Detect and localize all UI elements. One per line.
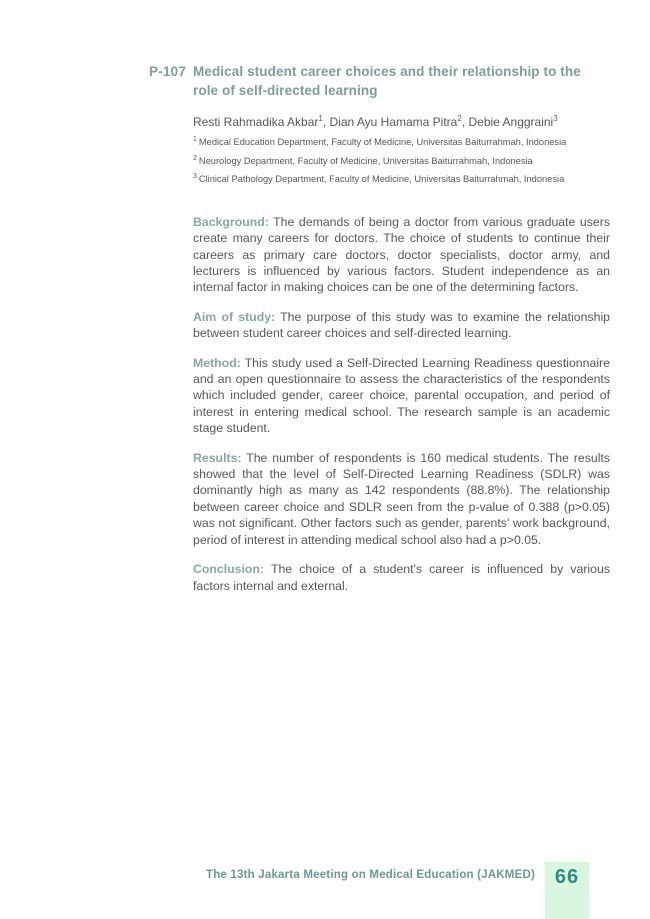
section-background — [193, 214, 610, 296]
affiliation-1 — [193, 132, 610, 151]
section-body: The demands of being a doctor from various graduate users create many careers for doctors. The choice of students to continue their careers as primary care doctors, doctor specialists, doctor army, and lecturers is influenced by various factors. Student independence as an internal factor in making choices can be one of the determining factors. — [193, 214, 611, 295]
affiliation-3 — [193, 169, 610, 188]
footer-conference-title: The 13th Jakarta Meeting on Medical Education (JAKMED) — [205, 869, 535, 881]
author-separator: , — [322, 115, 330, 129]
author-affiliation-marker: 3 — [553, 114, 558, 123]
section-results — [193, 450, 610, 548]
author — [468, 115, 557, 129]
section-label: Method: — [193, 355, 241, 370]
section-body: The number of respondents is 160 medical students. The results showed that the level of Self-Directed Learning Readiness (SDLR) was dominantly high as many as 142 respondents (88.8%). The relationship between career choice and SDLR seen from the p-value of 0.388 (p>0.05) was not significant. Other factors such as gender, parents' work background, period of interest in attending medical school also had a p>0.05. — [193, 450, 610, 547]
abstract-sections — [193, 214, 610, 594]
author-separator: , — [461, 115, 469, 129]
section-body: This study used a Self-Directed Learning Readiness questionnaire and an open questionnaire to assess the characteristics of the respondents which included gender, career choice, parental occupation, and period of interest in entering medical school. The research sample is an academic stage student. — [193, 355, 610, 436]
affiliation-text: Neurology Department, Faculty of Medicine, Universitas Baiturrahmah, Indonesia — [198, 155, 533, 166]
author-name: Dian Ayu Hamama Pitra — [329, 115, 458, 129]
author-name: Resti Rahmadika Akbar — [193, 115, 319, 129]
section-label: Background: — [193, 214, 269, 229]
author-affiliation-marker: 2 — [457, 114, 462, 123]
abstract — [149, 62, 611, 607]
paper-title: Medical student career choices and their relationship to the role of self-directed learning — [193, 64, 581, 98]
author — [193, 115, 330, 129]
page-number: 66 — [554, 866, 580, 888]
authors-line — [193, 114, 610, 129]
paper-id: P-107 — [149, 64, 187, 79]
section-label: Conclusion: — [193, 562, 265, 577]
section-method — [193, 355, 610, 437]
section-body: The purpose of this study was to examine the relationship between student career choices and self-directed learning. — [193, 309, 611, 341]
section-label: Aim of study: — [193, 309, 276, 324]
affiliation-text: Clinical Pathology Department, Faculty of Medicine, Universitas Baiturrahmah, Indonesia — [198, 174, 565, 185]
page-number-box — [545, 862, 589, 919]
affiliation-text: Medical Education Department, Faculty of Medicine, Universitas Baiturrahmah, Indonesia — [198, 137, 567, 148]
affiliation-marker: 1 — [193, 136, 197, 143]
affiliations — [193, 132, 610, 188]
affiliation-2 — [193, 151, 610, 170]
section-conclusion — [193, 561, 610, 594]
section-body: The choice of a student's career is influenced by various factors internal and external. — [193, 562, 610, 593]
author-name: Debie Anggraini — [468, 115, 554, 129]
section-label: Results: — [193, 450, 242, 465]
affiliation-marker: 3 — [193, 173, 197, 181]
author — [330, 115, 469, 129]
affiliation-marker: 2 — [193, 154, 197, 162]
section-aim-of-study — [193, 309, 610, 342]
author-affiliation-marker: 1 — [318, 114, 323, 123]
